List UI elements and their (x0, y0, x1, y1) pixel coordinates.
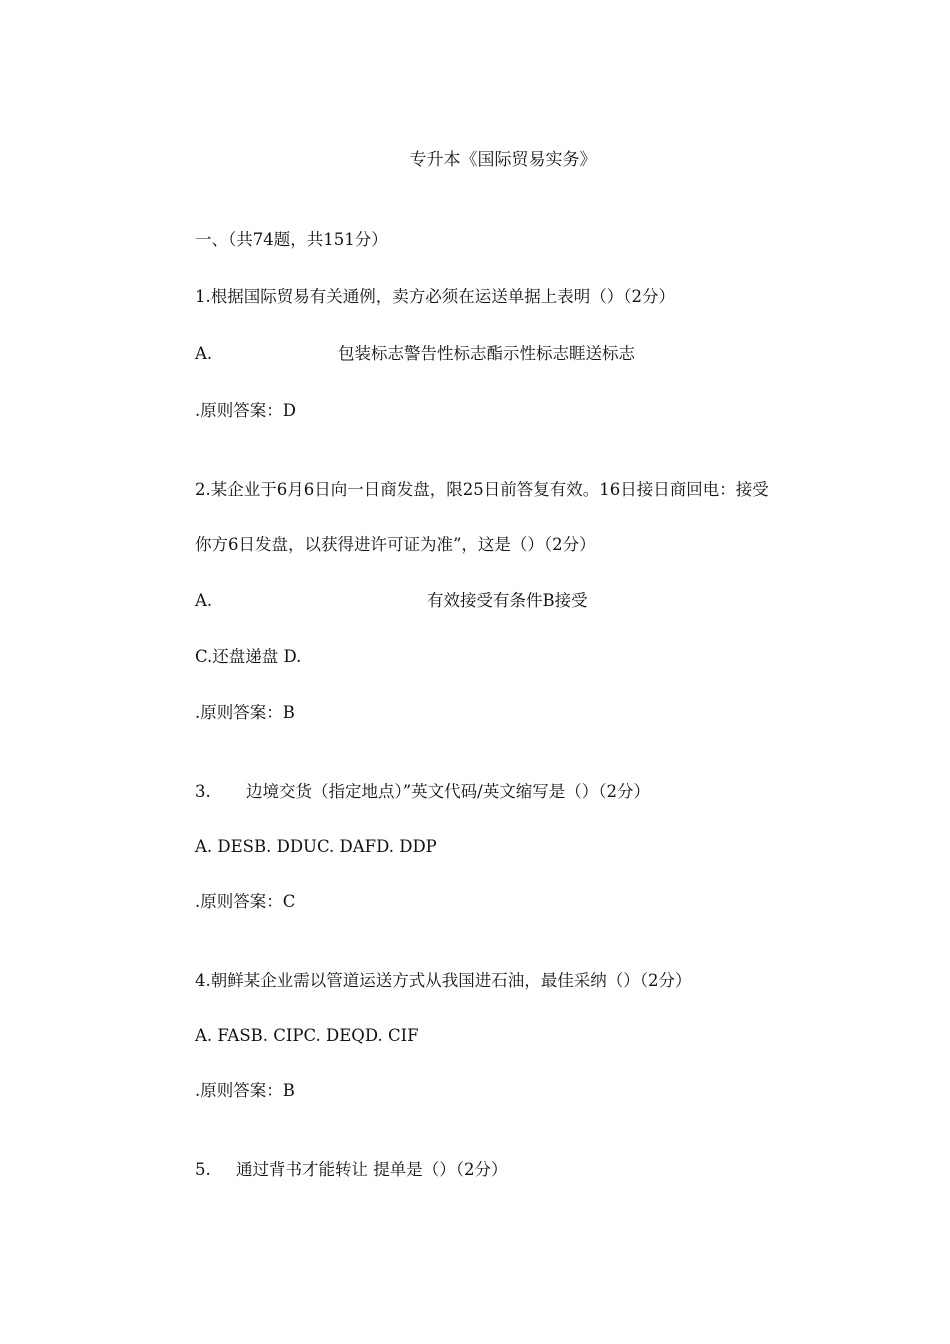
question-1-stem: 1.根据国际贸易有关通例，卖方必须在运送单据上表明（）（2分） (195, 287, 675, 306)
question-4-stem: 4.朝鲜某企业需以管道运送方式从我国进石油，最佳采纳（）（2分） (195, 971, 692, 990)
question-4-answer: .原则答案：B (195, 1081, 295, 1100)
question-4-options: A. FASB. CIPC. DEQD. CIF (195, 1026, 419, 1045)
document-title: 专升本《国际贸易实务》 (409, 150, 597, 170)
question-2-options-cd: C.还盘递盘 D. (195, 647, 302, 666)
question-3-answer: .原则答案：C (195, 892, 296, 911)
question-5-stem: 通过背书才能转让 提单是（）（2分） (236, 1160, 508, 1179)
question-1-option-label: A. (195, 344, 213, 363)
question-5-number: 5. (195, 1160, 211, 1179)
section-heading: 一、（共74题，共151分） (195, 230, 388, 249)
question-2-options-ab: 有效接受有条件B接受 (427, 591, 588, 610)
question-2-answer: .原则答案：B (195, 703, 295, 722)
question-3-stem: 边境交货（指定地点）”英文代码/英文缩写是（）（2分） (246, 782, 650, 801)
question-3-options: A. DESB. DDUC. DAFD. DDP (195, 837, 437, 856)
question-2-stem-line-2: 你方6日发盘，以获得进许可证为准”，这是（）（2分） (195, 535, 596, 554)
question-2-option-label: A. (195, 591, 213, 610)
question-2-stem-line-1: 2.某企业于6月6日向一日商发盘，限25日前答复有效。16日接日商回电：接受 (195, 480, 769, 499)
question-1-options: 包装标志警告性标志酯示性标志睚送标志 (338, 344, 635, 363)
question-1-answer: .原则答案：D (195, 401, 296, 420)
question-3-number: 3. (195, 782, 211, 801)
